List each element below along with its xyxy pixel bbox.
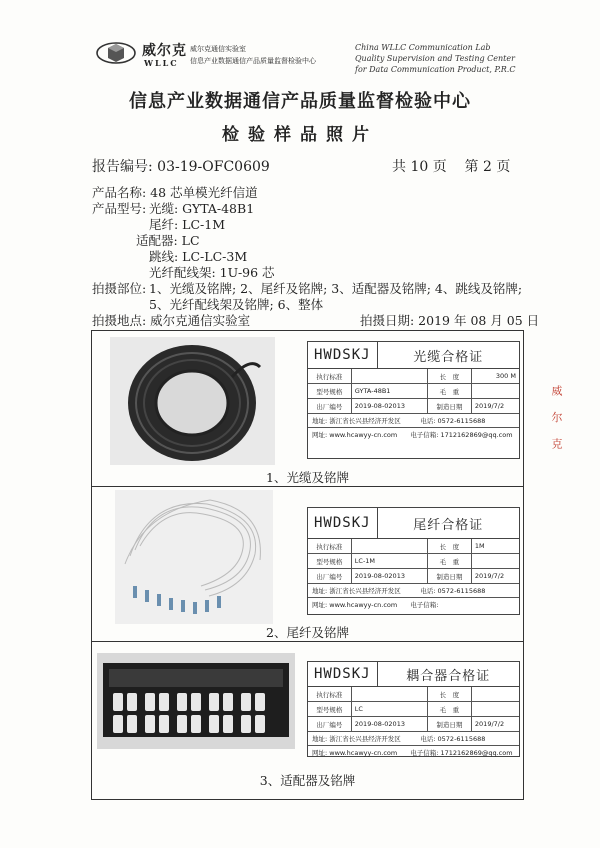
cert-number-value: 2019-08-02013 [351,399,427,414]
model-jumper: 跳线: LC-LC-3M [149,249,248,264]
cert-title: 尾纤合格证 [413,517,484,533]
page-count: 共 10 页 第 2 页 [392,159,511,175]
cert-std-label: 执行标准 [308,539,351,554]
cable-certificate [307,341,520,459]
cert-length-label: 长 度 [427,687,471,702]
lab-name: 威尔克通信实验室 [190,45,246,53]
shoot-place: 拍摄地点: 威尔克通信实验室 [92,313,251,328]
cert-length-label: 长 度 [427,369,471,384]
cable-coil-photo [110,337,275,465]
cert-date-value: 2019/7/2 [471,399,519,414]
cert-date-label: 制造日期 [427,717,471,732]
pigtail-photo [115,490,273,624]
cert-address-row [308,732,519,746]
cert-weight-value [471,384,519,399]
cert-brand: HWDSKJ [308,342,378,368]
lab-english-name [355,42,515,75]
shoot-date: 拍摄日期: 2019 年 08 月 05 日 [360,313,540,328]
cert-address: 地址: 浙江省长兴县经济开发区 [312,587,401,595]
cert-phone: 电话: 0572-6115688 [420,735,486,743]
en-line-2: Quality Supervision and Testing Center [355,54,515,63]
cert-address-row [308,414,519,428]
cert-model-value: LC [351,702,427,717]
lab-subname: 信息产业数据通信产品质量监督检验中心 [190,57,316,65]
cert-email: 电子信箱: 1712162869@qq.com [410,431,513,439]
cert-date-label: 制造日期 [427,399,471,414]
en-line-1: China WLLC Communication Lab [355,43,491,52]
document-title: 信息产业数据通信产品质量监督检验中心 [129,91,471,112]
cert-phone: 电话: 0572-6115688 [420,417,486,425]
cert-std-label: 执行标准 [308,369,351,384]
adapter-panel-photo [97,653,295,749]
cert-length-label: 长 度 [427,539,471,554]
product-name: 产品名称: 48 芯单模光纤信道 [92,185,258,200]
cert-address: 地址: 浙江省长兴县经济开发区 [312,417,401,425]
cert-model-label: 型号规格 [308,702,351,717]
photo-caption: 1、光缆及铭牌 [266,470,349,485]
cert-web-row [308,598,519,611]
cert-length-value [471,687,519,702]
photo-caption: 3、适配器及铭牌 [259,773,356,788]
cert-length-value: 300 M [471,369,519,384]
cert-brand: HWDSKJ [308,508,378,538]
cert-email: 电子信箱: 1712162869@qq.com [410,749,513,757]
cert-weight-value [471,702,519,717]
photo-caption: 2、尾纤及铭牌 [266,625,349,640]
cert-weight-value [471,554,519,569]
cert-number-label: 出厂编号 [308,399,351,414]
adapter-certificate [307,661,520,757]
cert-brand: HWDSKJ [308,662,378,686]
cert-website: 网址: www.hcawyy-cn.com [312,601,398,609]
cert-phone: 电话: 0572-6115688 [420,587,486,595]
parts-line-1: 1、光缆及铭牌; 2、尾纤及铭牌; 3、适配器及铭牌; 4、跳线及铭牌; [149,281,523,296]
cert-weight-label: 毛 重 [427,554,471,569]
cert-date-label: 制造日期 [427,569,471,584]
cert-title: 耦合器合格证 [406,668,491,684]
cert-length-value: 1M [471,539,519,554]
model-cable: 光缆: GYTA-48B1 [149,201,255,216]
document-subtitle: 检验样品照片 [222,125,378,145]
cert-weight-label: 毛 重 [427,702,471,717]
cert-email: 电子信箱: [410,601,439,609]
cert-model-value: LC-1M [351,554,427,569]
cert-date-value: 2019/7/2 [471,569,519,584]
cert-number-label: 出厂编号 [308,717,351,732]
cert-website: 网址: www.hcawyy-cn.com [312,431,398,439]
model-adapter: 适配器: LC [136,233,200,248]
cert-number-label: 出厂编号 [308,569,351,584]
cert-address: 地址: 浙江省长兴县经济开发区 [312,735,401,743]
cert-std-label: 执行标准 [308,687,351,702]
cert-model-value: GYTA-48B1 [351,384,427,399]
cert-web-row [308,428,519,441]
report-number: 报告编号: 03-19-OFC0609 [92,159,270,175]
row-divider [91,486,524,487]
cert-date-value: 2019/7/2 [471,717,519,732]
model-rack: 光纤配线架: 1U-96 芯 [149,265,275,280]
parts-label: 拍摄部位: [92,281,147,296]
en-line-3: for Data Communication Product, P.R.C [355,65,516,74]
logo-cn-text: 威尔克 [142,43,187,59]
model-pigtail: 尾纤: LC-1M [149,217,226,232]
row-divider [91,641,524,642]
cert-model-label: 型号规格 [308,384,351,399]
logo-en-text: WLLC [144,58,179,68]
cert-model-label: 型号规格 [308,554,351,569]
pigtail-certificate [307,507,520,615]
cert-web-row [308,746,519,759]
margin-seal-mark: 威 尔 克 [550,385,563,455]
parts-line-2: 5、光纤配线架及铭牌; 6、整体 [149,297,324,312]
cert-number-value: 2019-08-02013 [351,569,427,584]
cert-website: 网址: www.hcawyy-cn.com [312,749,398,757]
cert-address-row [308,584,519,598]
cert-title: 光缆合格证 [413,349,484,365]
cert-weight-label: 毛 重 [427,384,471,399]
cert-number-value: 2019-08-02013 [351,717,427,732]
lab-logo-icon [96,38,136,68]
model-label: 产品型号: [92,201,147,216]
